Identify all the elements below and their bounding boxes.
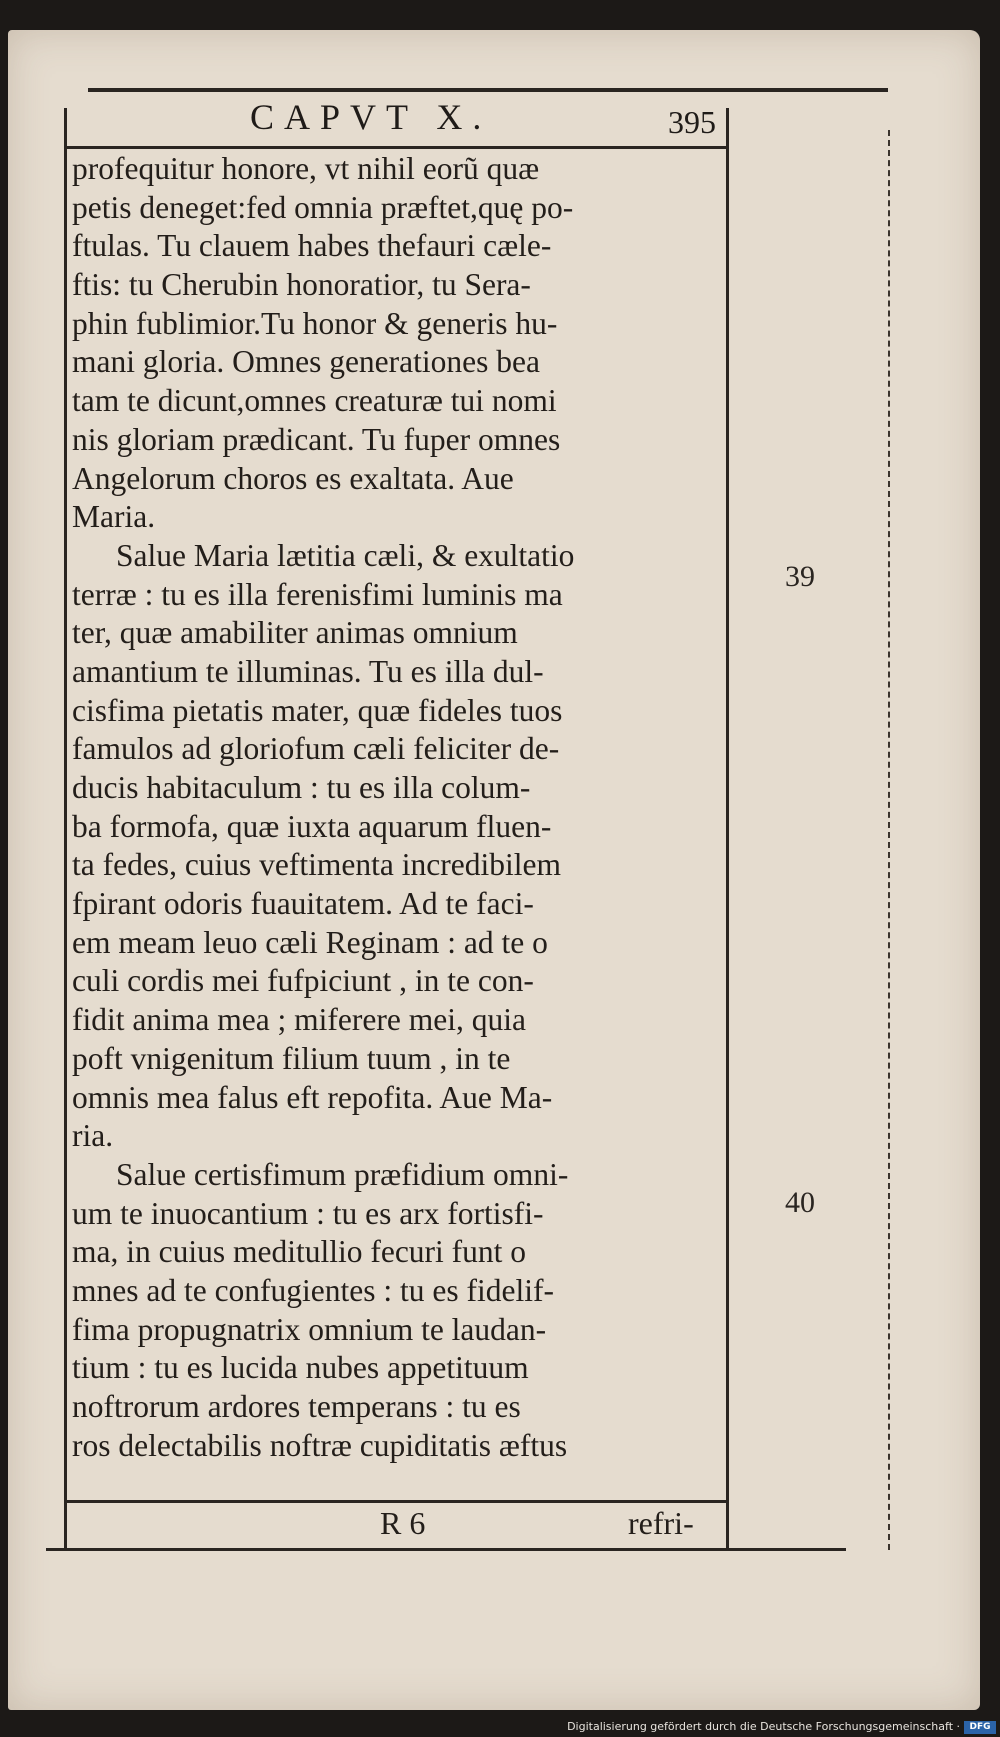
- text-line: profequitur honore, vt nihil eorũ quæ: [72, 151, 540, 186]
- text-line: famulos ad gloriofum cæli feliciter de-: [72, 731, 560, 767]
- text-line: Salue certisfimum præfidium omni-: [116, 1156, 569, 1192]
- text-line: noftrorum ardores temperans : tu es: [72, 1389, 521, 1424]
- text-line: Angelorum choros es exaltata. Aue: [72, 460, 514, 496]
- text-line: Maria.: [72, 499, 156, 535]
- bottom-rule: [46, 1548, 846, 1551]
- running-title: CAPVT X.: [250, 97, 492, 137]
- text-line: nis gloriam prædicant. Tu fuper omnes: [72, 421, 561, 457]
- text-line: terræ : tu es illa ferenisfimi luminis ma: [72, 576, 563, 612]
- text-line: ducis habitaculum : tu es illa colum-: [72, 770, 531, 805]
- right-frame-rule: [726, 108, 729, 1548]
- footer-rule: [66, 1500, 726, 1503]
- text-line: poft vnigenitum filium tuum , in te: [72, 1040, 511, 1076]
- dfg-logo: DFG: [964, 1721, 996, 1734]
- text-line: ftulas. Tu clauem habes thefauri cæle-: [72, 228, 552, 264]
- page-number: 395: [668, 104, 716, 140]
- text-line: ma, in cuius meditullio fecuri funt o: [72, 1234, 527, 1270]
- text-line: fpirant odoris fuauitatem. Ad te faci-: [72, 886, 534, 922]
- margin-rule: [888, 130, 890, 1550]
- text-line: culi cordis mei fufpiciunt , in te con-: [72, 963, 534, 999]
- digitization-credit: Digitalisierung gefördert durch die Deutsche Forschungsgemeinschaft ·: [567, 1720, 960, 1733]
- margin-number-40: 40: [785, 1186, 815, 1219]
- text-line: mani gloria. Omnes generationes bea: [72, 344, 540, 380]
- margin-number-39: 39: [785, 560, 815, 593]
- text-line: fidit anima mea ; miferere mei, quia: [72, 1002, 526, 1038]
- catchword: refri-: [628, 1505, 694, 1541]
- text-line: cisfima pietatis mater, quæ fideles tuos: [72, 692, 563, 728]
- text-line: em meam leuo cæli Reginam : ad te o: [72, 924, 548, 960]
- left-frame-rule: [64, 108, 67, 1548]
- signature-mark: R 6: [380, 1505, 426, 1541]
- text-line: petis deneget:fed omnia præftet,quę po-: [72, 189, 574, 225]
- body-text: [72, 150, 722, 1465]
- text-line: amantium te illuminas. Tu es illa dul-: [72, 653, 544, 689]
- text-line: ba formofa, quæ iuxta aquarum fluen-: [72, 808, 552, 844]
- text-line: phin fublimior.Tu honor & generis hu-: [72, 305, 558, 341]
- top-rule: [88, 88, 888, 92]
- text-line: ta fedes, cuius veftimenta incredibilem: [72, 847, 561, 883]
- text-line: um te inuocantium : tu es arx fortisfi-: [72, 1195, 544, 1231]
- text-line: mnes ad te confugientes : tu es fidelif-: [72, 1272, 554, 1308]
- text-line: ftis: tu Cherubin honoratior, tu Sera-: [72, 267, 531, 303]
- text-line: ros delectabilis noftræ cupiditatis æftus: [72, 1427, 568, 1463]
- text-line: Salue Maria lætitia cæli, & exultatio: [116, 537, 575, 573]
- text-line: omnis mea falus eft repofita. Aue Ma-: [72, 1079, 553, 1115]
- text-line: fima propugnatrix omnium te laudan-: [72, 1311, 547, 1347]
- text-line: tam te dicunt,omnes creaturæ tui nomi: [72, 383, 557, 419]
- text-line: ter, quæ amabiliter animas omnium: [72, 615, 518, 651]
- text-line: ria.: [72, 1118, 114, 1154]
- text-line: tium : tu es lucida nubes appetituum: [72, 1350, 529, 1386]
- header-rule: [66, 146, 726, 149]
